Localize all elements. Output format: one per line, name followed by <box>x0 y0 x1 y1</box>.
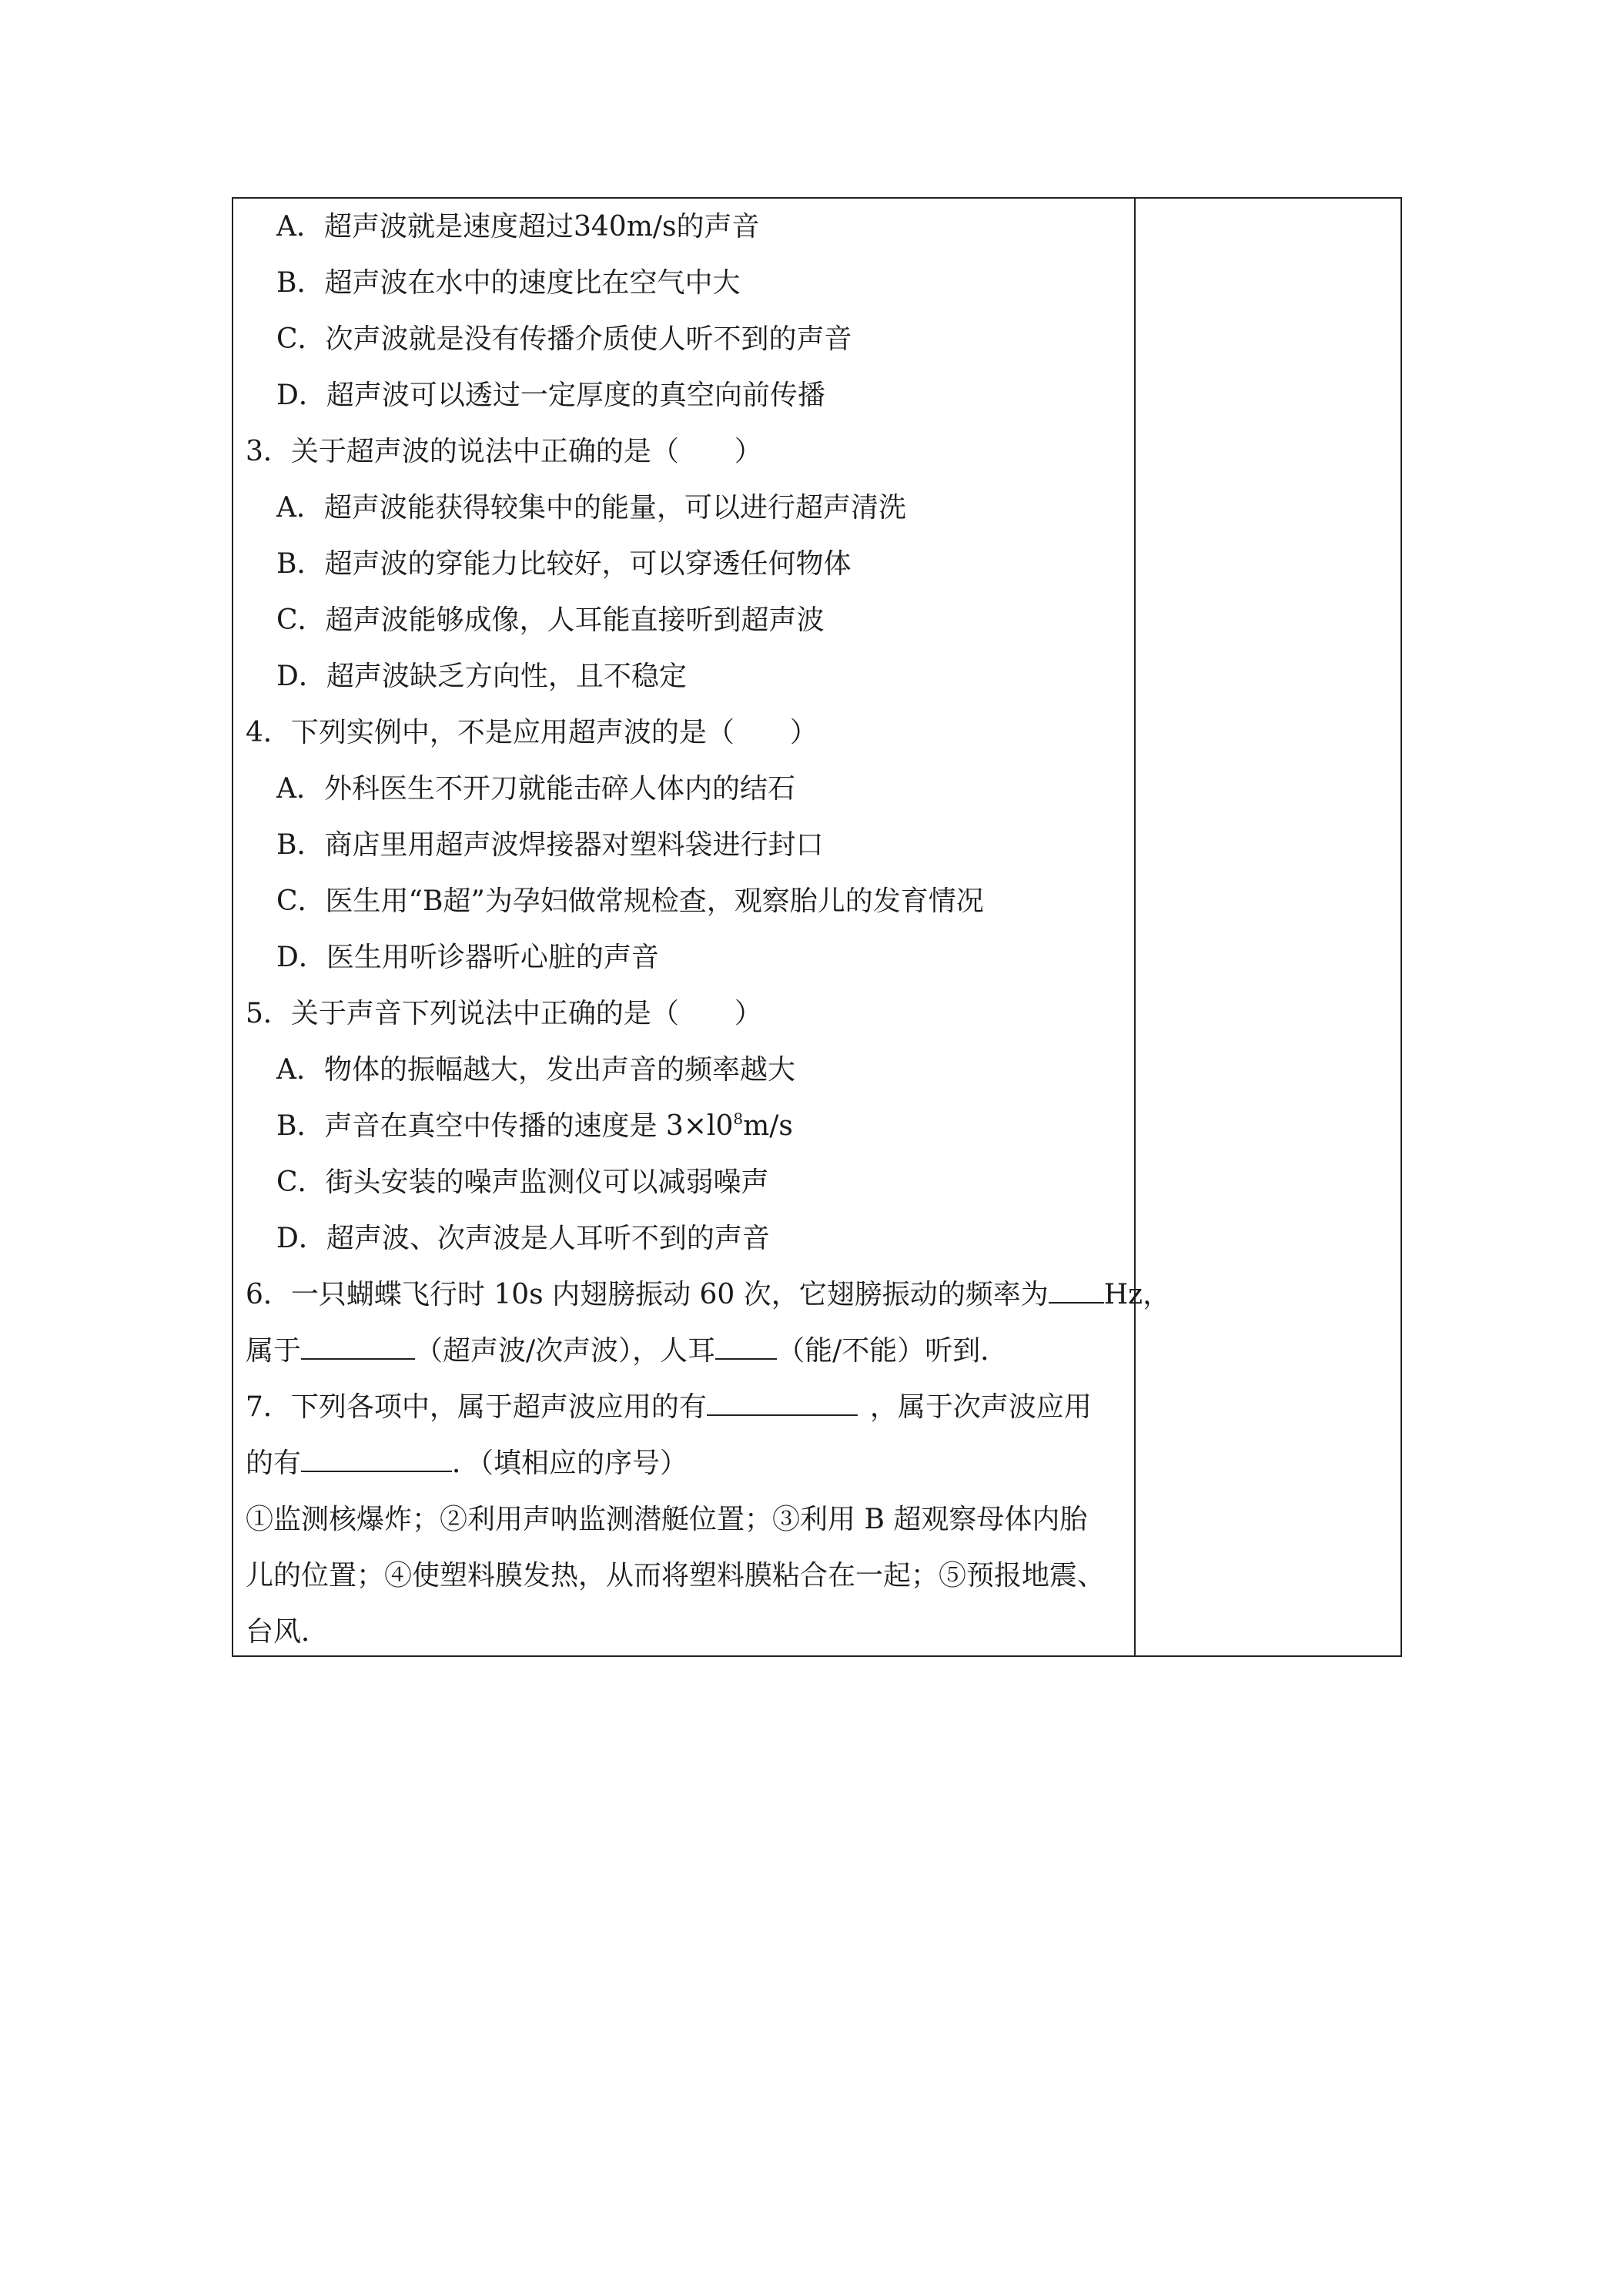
question-column <box>233 199 1171 1655</box>
q3-option-a: A．超声波能获得较集中的能量，可以进行超声清洗 <box>276 492 907 524</box>
question-content <box>246 199 1171 1660</box>
q6-line-2: 属于 （超声波/次声波），人耳 （能/不能）听到． <box>246 1335 1009 1367</box>
q2-option-d: D．超声波可以透过一定厚度的真空向前传播 <box>276 380 825 411</box>
q7-line-1: 7．下列各项中，属于超声波应用的有 ，属于次声波应用 <box>246 1391 1092 1423</box>
q7-items-line-2: 儿的位置；④使塑料膜发热，从而将塑料膜粘合在一起；⑤预报地震、 <box>246 1560 1106 1591</box>
q7-items-line-3: 台风． <box>246 1616 330 1648</box>
q5-option-a: A．物体的振幅越大，发出声音的频率越大 <box>276 1054 796 1086</box>
q3-option-b: B．超声波的穿能力比较好，可以穿透任何物体 <box>276 548 852 580</box>
q7-ultrasound-blank <box>707 1390 858 1416</box>
q7-line-2: 的有 ．（填相应的序号） <box>246 1448 688 1479</box>
q4-option-d: D．医生用听诊器听心脏的声音 <box>276 942 659 973</box>
q7-items-line-1: ①监测核爆炸；②利用声呐监测潜艇位置；③利用 B 超观察母体内胎 <box>246 1504 1088 1535</box>
q3-option-c: C．超声波能够成像，人耳能直接听到超声波 <box>276 604 825 636</box>
exponent: 8 <box>733 1110 744 1128</box>
q6-line-1: 6．一只蝴蝶飞行时 10s 内翅膀振动 60 次，它翅膀振动的频率为 Hz， <box>246 1279 1171 1310</box>
q2-option-a: A．超声波就是速度超过340m/s的声音 <box>276 211 760 243</box>
q5-option-d: D．超声波、次声波是人耳听不到的声音 <box>276 1223 770 1254</box>
q5-stem: 5．关于声音下列说法中正确的是（ ） <box>246 998 762 1029</box>
q4-option-b: B．商店里用超声波焊接器对塑料袋进行封口 <box>276 829 824 861</box>
q7-infrasound-blank <box>301 1446 452 1472</box>
q6-frequency-blank <box>1049 1277 1104 1304</box>
q4-stem: 4．下列实例中，不是应用超声波的是（ ） <box>246 717 818 748</box>
q2-option-c: C．次声波就是没有传播介质使人听不到的声音 <box>276 323 852 355</box>
q4-option-a: A．外科医生不开刀就能击碎人体内的结石 <box>276 773 796 805</box>
q5-option-b: B．声音在真空中传播的速度是 $3\times l0^8m/s$ <box>276 1110 793 1142</box>
question-table <box>232 197 1402 1657</box>
q3-stem: 3．关于超声波的说法中正确的是（ ） <box>246 436 762 467</box>
q4-option-c: C．医生用“B超”为孕妇做常规检查，观察胎儿的发育情况 <box>276 885 984 917</box>
q5-option-c: C．街头安装的噪声监测仪可以减弱噪声 <box>276 1166 769 1198</box>
q2-option-b: B．超声波在水中的速度比在空气中大 <box>276 267 741 299</box>
q3-option-d: D．超声波缺乏方向性，且不稳定 <box>276 661 687 692</box>
q6-type-blank <box>301 1334 415 1360</box>
q6-hearing-blank <box>715 1334 777 1360</box>
notes-column <box>1136 199 1400 1655</box>
